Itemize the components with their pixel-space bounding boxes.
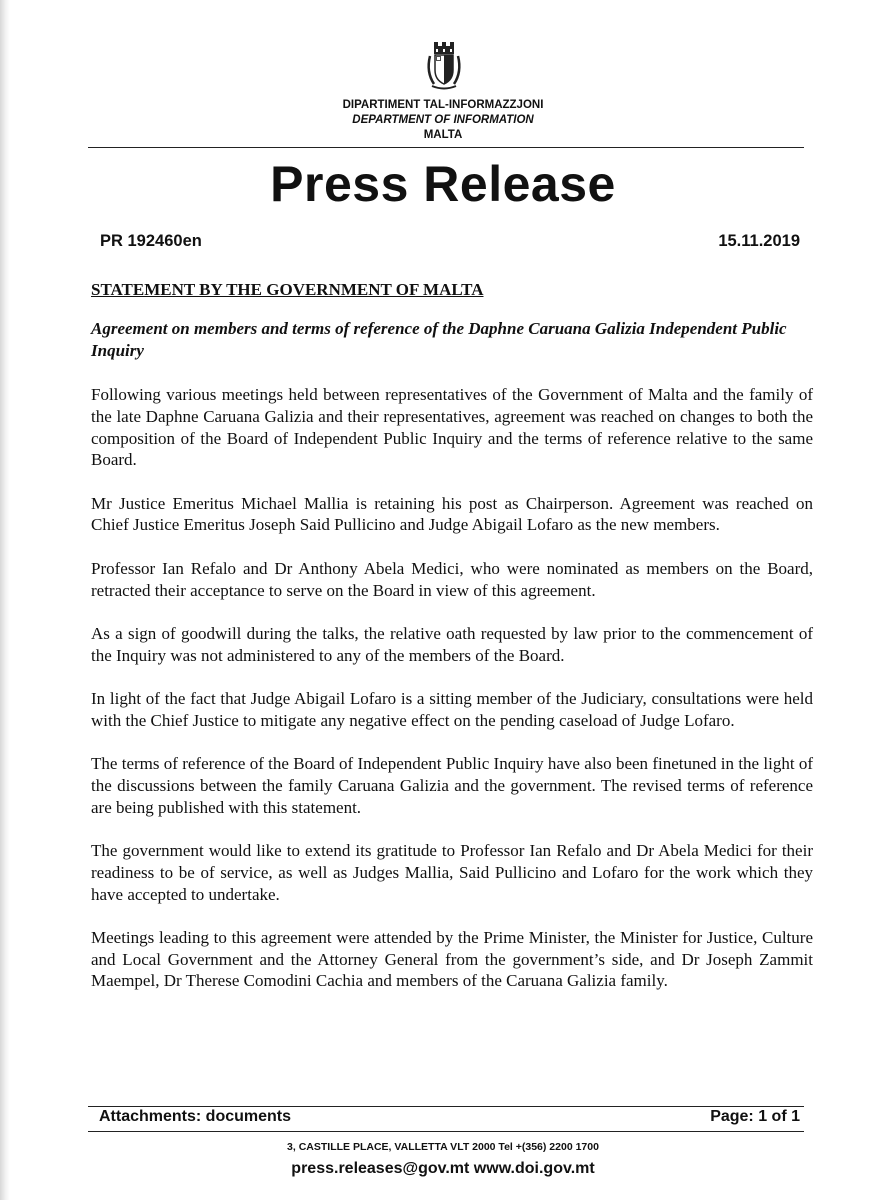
country-name: MALTA — [423, 129, 463, 141]
header-divider — [88, 147, 804, 148]
footer-divider-top — [88, 1106, 804, 1107]
paragraph: The government would like to extend its gratitude to Professor Ian Refalo and Dr Abela Medici for their readiness to be of service, as well as Judges Mallia, Said Pullicino and Lofaro for the work which they have accepted to undertake. — [91, 840, 813, 904]
paragraph: Following various meetings held between representatives of the Government of Malta and the family of the late Daphne Caruana Galizia and their representatives, agreement was reached on changes to both the composition of the Board of Independent Public Inquiry and the terms of reference relative to the same Board. — [91, 385, 813, 470]
office-address: 3, CASTILLE PLACE, VALLETTA VLT 2000 Tel +(356) 2200 1700 — [287, 1141, 599, 1153]
press-release-number: PR 192460en — [100, 232, 202, 250]
paragraph: As a sign of goodwill during the talks, the relative oath requested by law prior to the commencement of the Inquiry was not administered to any of the members of the Board. — [91, 623, 813, 665]
paragraph: Professor Ian Refalo and Dr Anthony Abela Medici, who were nominated as members on the Board, retracted their acceptance to serve on the Board in view of this agreement. — [91, 558, 813, 600]
attachments-label: Attachments: documents — [99, 1108, 292, 1125]
statement-body — [91, 384, 813, 1014]
footer-divider-bottom — [88, 1131, 804, 1132]
page-title: Press Release — [270, 156, 616, 212]
statement-subheading: Agreement on members and terms of reference of the Daphne Caruana Galizia Independent Public Inquiry — [91, 319, 787, 360]
page-number: Page: 1 of 1 — [710, 1108, 800, 1125]
paragraph: Meetings leading to this agreement were attended by the Prime Minister, the Minister for Justice, Culture and Local Government and the Attorney General from the government’s side, and Dr Joseph Zammit Maempel, Dr Therese Comodini Cachia and members of the Caruana Galizia family. — [91, 927, 813, 991]
press-release-date: 15.11.2019 — [718, 232, 800, 250]
statement-heading: STATEMENT BY THE GOVERNMENT OF MALTA — [91, 280, 484, 299]
department-name-english: DEPARTMENT OF INFORMATION — [352, 114, 534, 126]
contact-links: press.releases@gov.mt www.doi.gov.mt — [291, 1160, 595, 1177]
department-name-maltese: DIPARTIMENT TAL-INFORMAZZJONI — [342, 99, 544, 111]
paragraph: Mr Justice Emeritus Michael Mallia is retaining his post as Chairperson. Agreement was reached on Chief Justice Emeritus Joseph Said Pullicino and Judge Abigail Lofaro as the new members. — [91, 493, 813, 535]
malta-coat-of-arms-icon — [424, 40, 464, 92]
paragraph: The terms of reference of the Board of Independent Public Inquiry have also been finetuned in the light of the discussions between the family Caruana Galizia and the government. The revised terms of reference are being published with this statement. — [91, 754, 813, 817]
paragraph: In light of the fact that Judge Abigail Lofaro is a sitting member of the Judiciary, consultations were held with the Chief Justice to mitigate any negative effect on the pending caseload of Judge Lofaro. — [91, 688, 813, 730]
